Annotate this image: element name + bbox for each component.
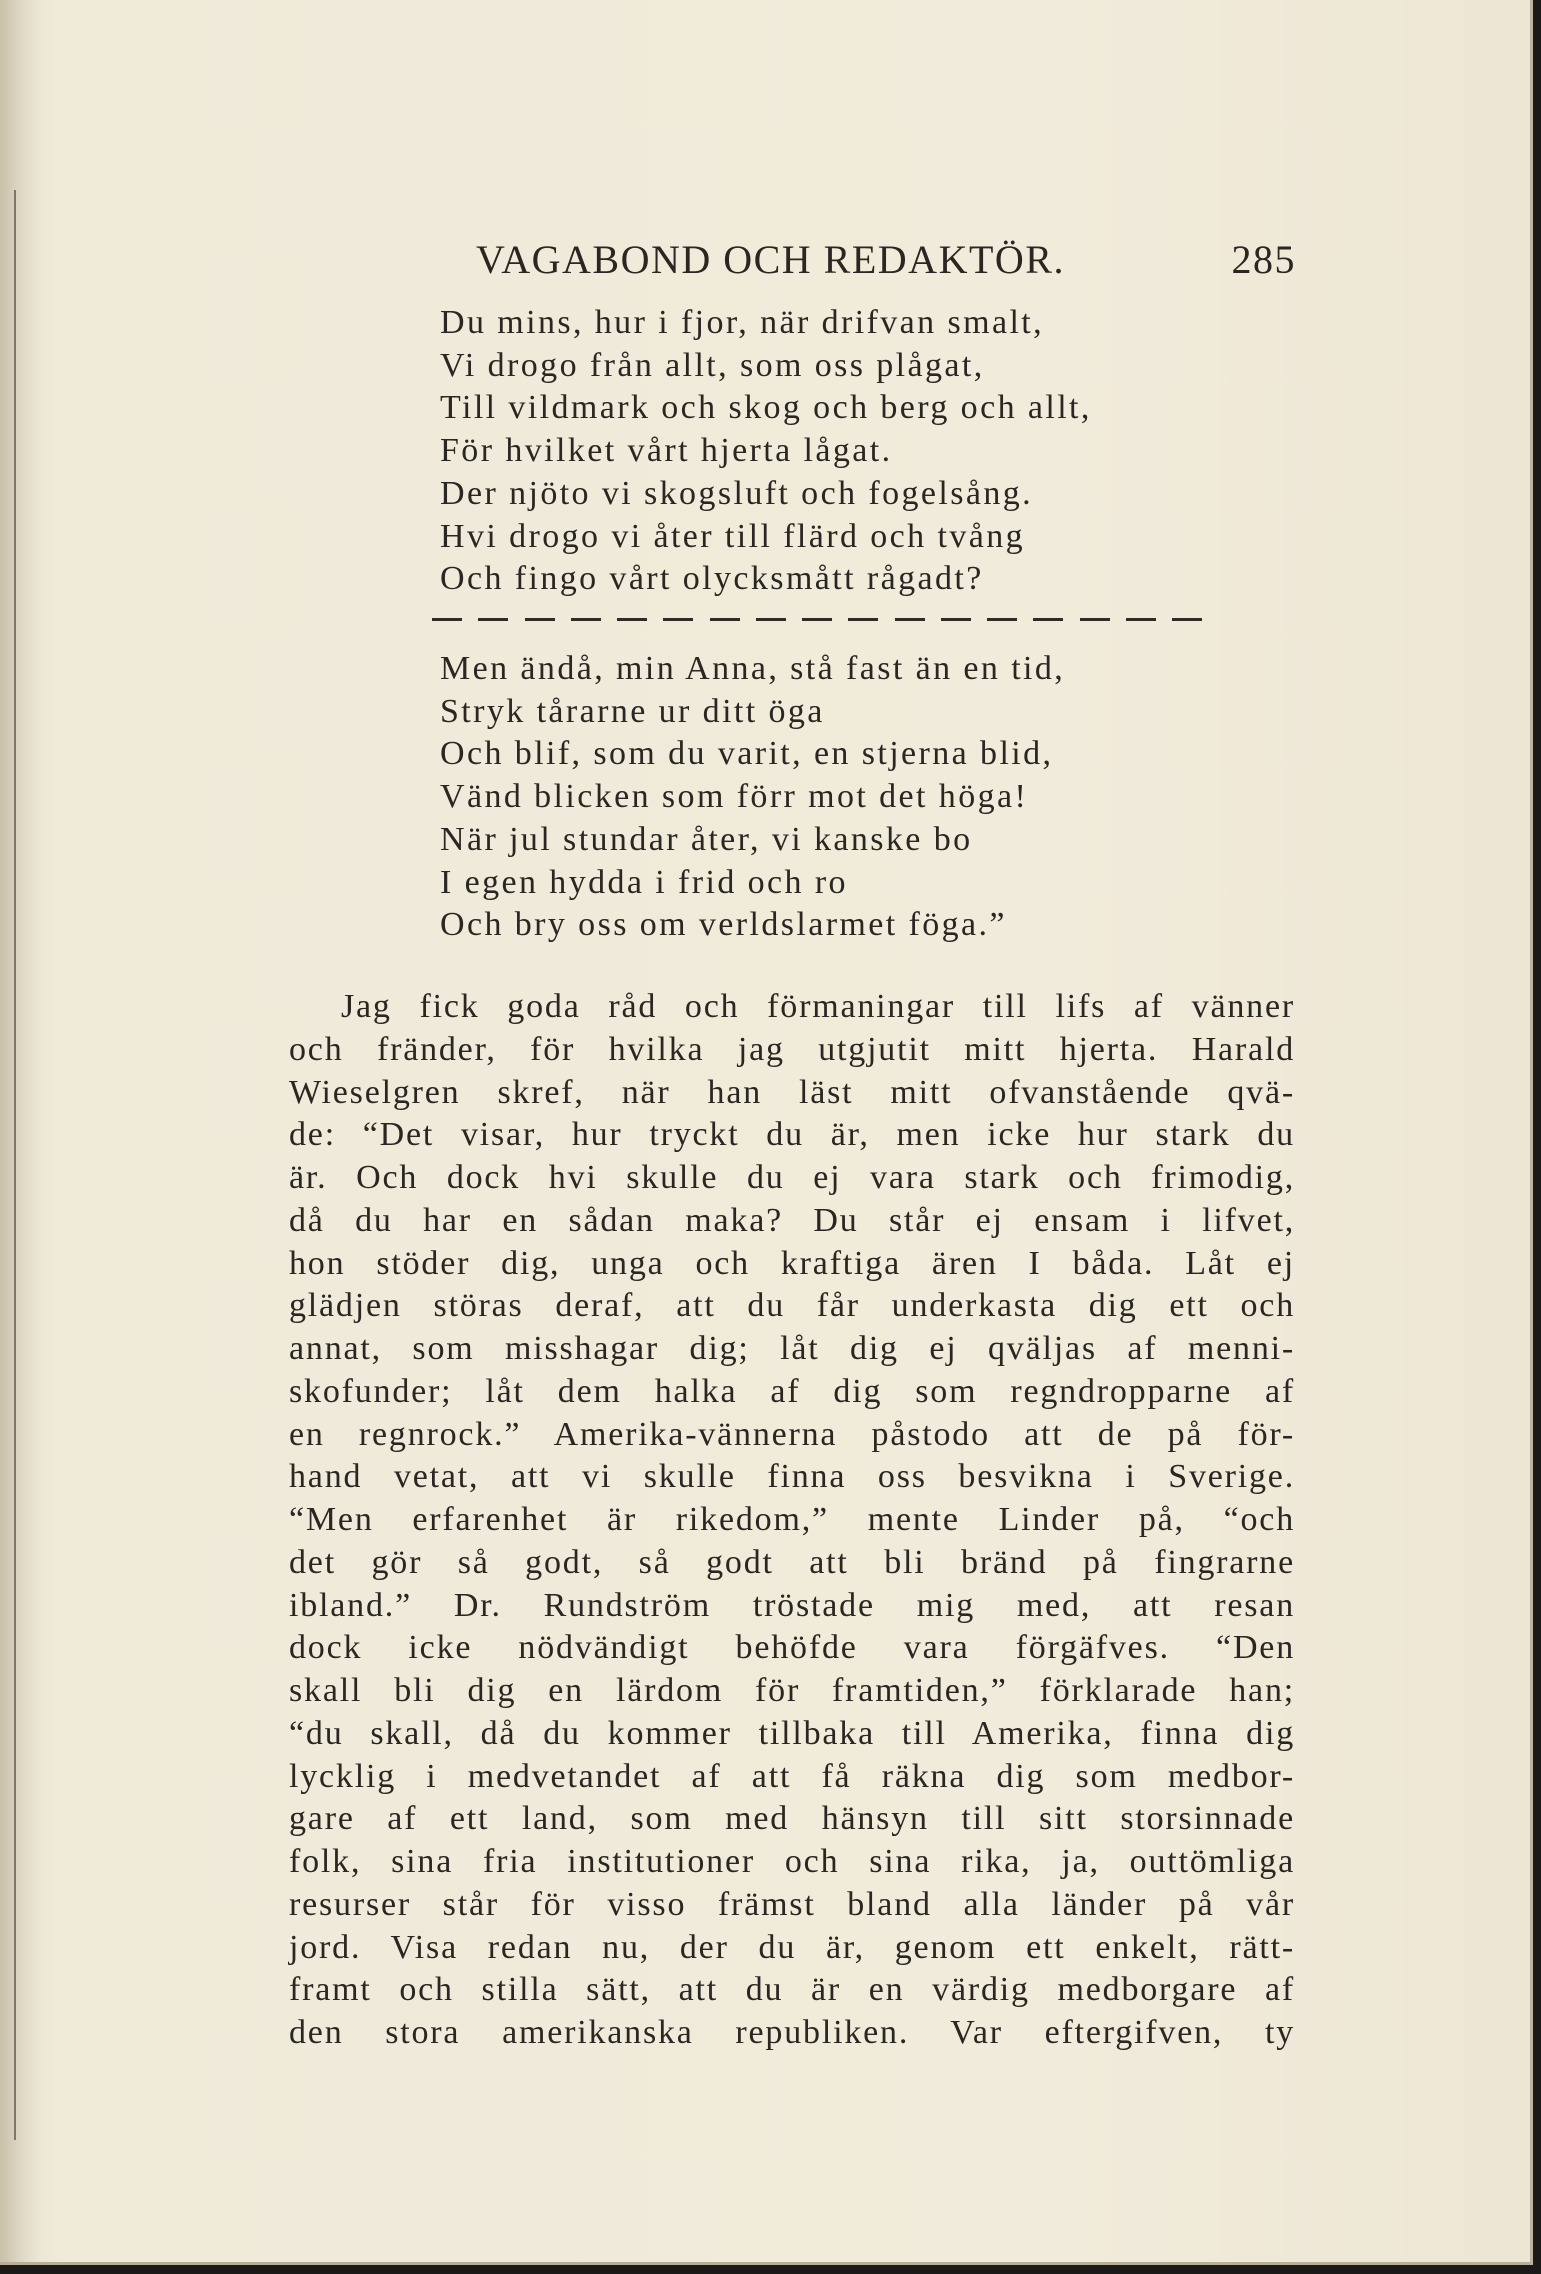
poem-line: I egen hydda i frid och ro [440, 863, 848, 901]
dash [756, 618, 786, 621]
poem-line: Hvi drogo vi åter till flärd och tvång [440, 517, 1026, 555]
dash [1126, 618, 1156, 621]
paragraph-line: är. Och dock hvi skulle du ej vara stark och frimodig, [289, 1159, 1295, 1196]
poem-line: Stryk tårarne ur ditt öga [440, 692, 825, 730]
dashed-separator [432, 618, 1202, 622]
poem-line: När jul stundar åter, vi kanske bo [440, 820, 973, 858]
dash [432, 618, 462, 621]
dash [525, 618, 555, 621]
dash [710, 618, 740, 621]
poem-line: Vänd blicken som förr mot det höga! [440, 778, 1029, 816]
paragraph-line: skofunder; låt dem halka af dig som regndropparne af [289, 1372, 1295, 1410]
body-paragraph [289, 986, 1295, 2055]
paragraph-line: Jag fick goda råd och förmaningar till lifs af vänner [341, 988, 1295, 1025]
paragraph-line: gare af ett land, som med hänsyn till sitt storsinnade [289, 1800, 1295, 1838]
dash [895, 618, 925, 621]
paragraph-line: ibland.” Dr. Rundström tröstade mig med, att resan [289, 1586, 1295, 1624]
dash [941, 618, 971, 621]
dash [802, 618, 832, 621]
running-title: VAGABOND OCH REDAKTÖR. [476, 237, 1065, 282]
page-header [476, 236, 1296, 286]
paragraph-line: det gör så godt, så godt att bli bränd på fingrarne [289, 1543, 1295, 1581]
poem-line: Till vildmark och skog och berg och allt, [440, 389, 1092, 427]
poem-line: För hvilket vårt hjerta lågat. [440, 432, 893, 470]
poem-stanza-2 [440, 648, 1065, 947]
paragraph-line: resurser står för visso främst bland alla länder på vår [289, 1885, 1295, 1923]
poem-line: Och blif, som du varit, en stjerna blid, [440, 735, 1054, 773]
binding-edge [14, 190, 16, 2140]
dash [1172, 618, 1202, 621]
dash [571, 618, 601, 621]
poem-line: Men ändå, min Anna, stå fast än en tid, [440, 650, 1066, 687]
poem-stanza-1 [440, 302, 1092, 601]
paragraph-line: och fränder, för hvilka jag utgjutit mitt hjerta. Harald [289, 1030, 1295, 1068]
poem-line: Der njöto vi skogsluft och fogelsång. [440, 474, 1034, 512]
dash [987, 618, 1017, 621]
paragraph-line: glädjen störas deraf, att du får underkasta dig ett och [289, 1287, 1295, 1325]
paragraph-line: den stora amerikanska republiken. Var eftergifven, ty [289, 2014, 1295, 2051]
dash [1033, 618, 1063, 621]
paragraph-line: jord. Visa redan nu, der du är, genom ett enkelt, rätt- [289, 1928, 1295, 1966]
paragraph-line: hon stöder dig, unga och kraftiga ären I båda. Låt ej [289, 1244, 1295, 1282]
paragraph-line: framt och stilla sätt, att du är en värdig medborgare af [289, 1971, 1295, 2009]
dash [848, 618, 878, 621]
paragraph-line: de: “Det visar, hur tryckt du är, men icke hur stark du [289, 1116, 1295, 1154]
paragraph-line: “Men erfarenhet är rikedom,” mente Linder på, “och [289, 1501, 1295, 1538]
paragraph-line: hand vetat, att vi skulle finna oss besvikna i Sverige. [289, 1458, 1295, 1496]
poem-line: Och bry oss om verldslarmet föga.” [440, 906, 1007, 944]
paragraph-line: Wieselgren skref, när han läst mitt ofvanstående qvä- [289, 1073, 1295, 1111]
poem-line: Vi drogo från allt, som oss plågat, [440, 346, 985, 384]
dash [1080, 618, 1110, 621]
paragraph-line: då du har en sådan maka? Du står ej ensam i lifvet, [289, 1201, 1295, 1239]
paragraph-line: dock icke nödvändigt behöfde vara förgäfves. “Den [289, 1629, 1295, 1667]
poem-line: Och fingo vårt olycksmått rågadt? [440, 560, 984, 598]
dash [617, 618, 647, 621]
paragraph-line: annat, som misshagar dig; låt dig ej qväljas af menni- [289, 1330, 1295, 1367]
page-number: 285 [1231, 237, 1296, 282]
dash [663, 618, 693, 621]
poem-line: Du mins, hur i fjor, när drifvan smalt, [440, 304, 1045, 341]
paragraph-line: “du skall, då du kommer tillbaka till Amerika, finna dig [289, 1714, 1295, 1752]
paragraph-line: en regnrock.” Amerika-vännerna påstodo att de på för- [289, 1415, 1295, 1453]
page-gutter [0, 0, 40, 2262]
paragraph-line: folk, sina fria institutioner och sina rika, ja, outtömliga [289, 1843, 1295, 1880]
paragraph-line: skall bli dig en lärdom för framtiden,” förklarade han; [289, 1672, 1295, 1709]
paragraph-line: lycklig i medvetandet af att få räkna dig som medbor- [289, 1757, 1295, 1795]
dash [478, 618, 508, 621]
